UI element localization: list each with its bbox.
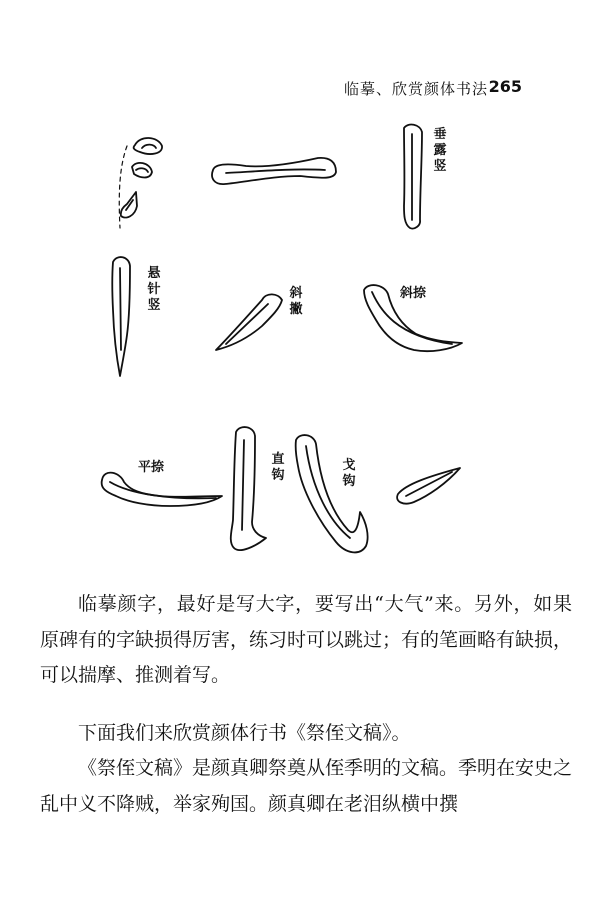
paragraph-3: 《祭侄文稿》是颜真卿祭奠从侄季明的文稿。季明在安史之乱中义不降贼，举家殉国。颜真卿在老泪纵横中撰 <box>40 757 573 815</box>
label-chuilu-shu: 垂露竖 <box>433 127 447 174</box>
ge-gou-stroke <box>296 435 368 552</box>
zhi-gou-stroke <box>231 427 266 550</box>
label-zhi-gou: 直钩 <box>271 452 285 483</box>
paragraph-1: 临摹颜字，最好是写大字，要写出“大气”来。另外，如果原碑有的字缺损得厉害，练习时可以跳过；有的笔画略有缺损，可以揣摩、推测着写。 <box>40 593 573 686</box>
stroke-figure <box>0 110 600 570</box>
horizontal-stroke <box>212 158 336 184</box>
ping-na-stroke <box>102 473 222 506</box>
running-head <box>0 78 600 100</box>
page-number: 265 <box>488 77 522 96</box>
chuilu-shu-stroke <box>404 125 422 229</box>
label-xie-na: 斜捺 <box>400 286 427 301</box>
label-xie-pie: 斜撇 <box>289 286 303 317</box>
label-xuanzhen-shu: 悬针竖 <box>147 266 161 313</box>
label-ping-na: 平捺 <box>138 460 165 475</box>
running-title: 临摹、欣赏颜体书法 <box>343 80 488 98</box>
stroke-illustrations <box>0 110 600 570</box>
dian-stroke <box>397 468 460 504</box>
xuanzhen-shu-stroke <box>112 257 130 376</box>
label-ge-gou: 戈钩 <box>342 458 356 489</box>
paragraph-2: 下面我们来欣赏颜体行书《祭侄文稿》。 <box>78 721 411 744</box>
xie-pie-stroke <box>216 294 282 350</box>
dot-strokes <box>119 138 162 228</box>
body-text <box>40 587 572 822</box>
